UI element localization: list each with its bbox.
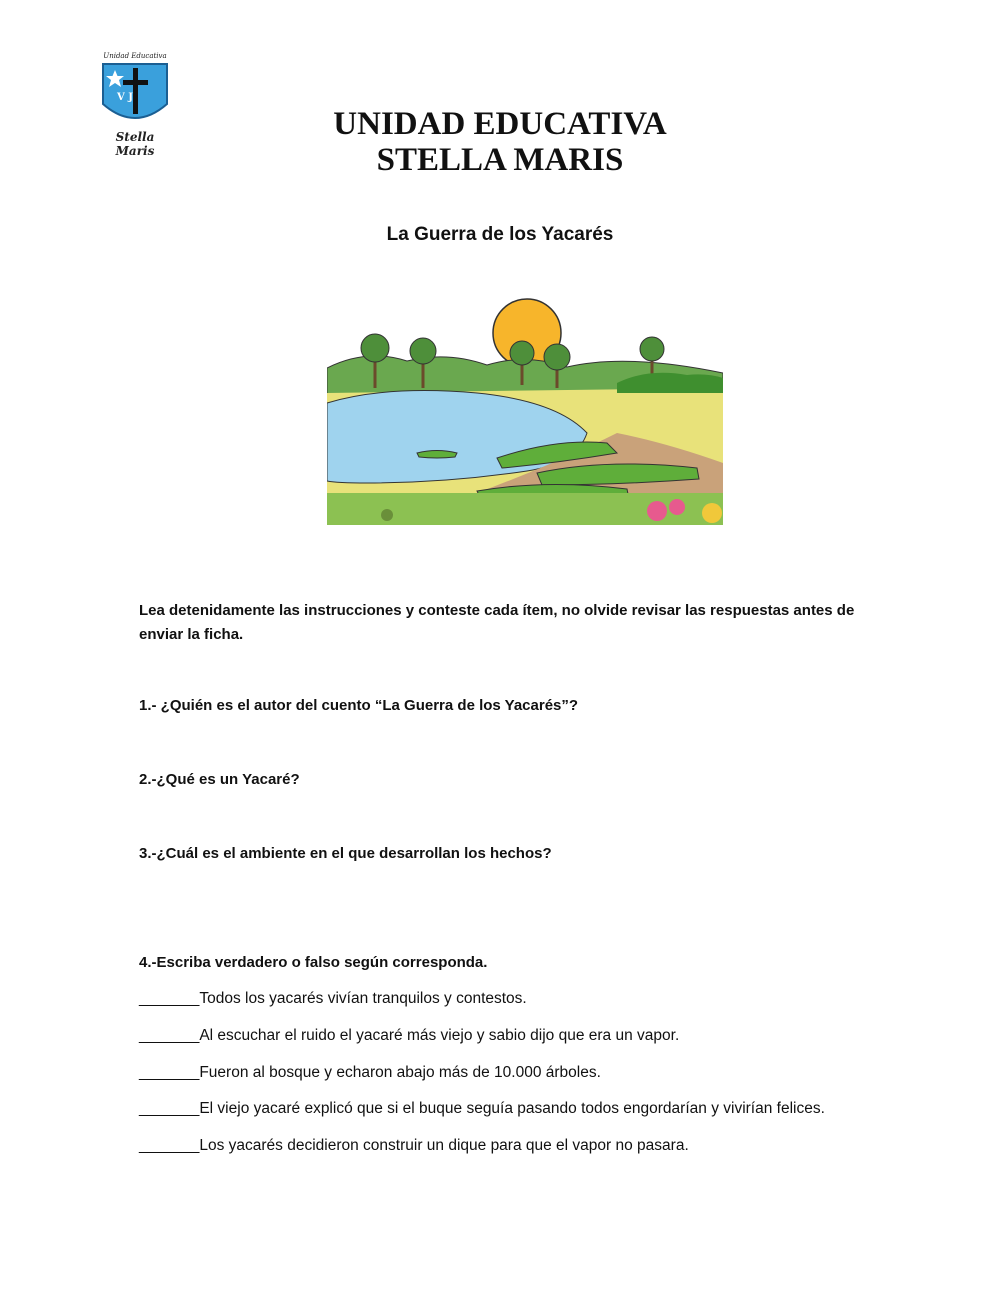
question-1: 1.- ¿Quién es el autor del cuento “La Guerra de los Yacarés”?: [139, 697, 579, 714]
true-false-item-5: _______Los yacarés decidieron construir un dique para que el vapor no pasara.: [139, 1137, 689, 1154]
lake-crocodiles-illustration: [327, 293, 723, 525]
true-false-item-3: _______Fueron al bosque y echaron abajo más de 10.000 árboles.: [139, 1064, 601, 1081]
true-false-item-2: _______Al escuchar el ruido el yacaré más viejo y sabio dijo que era un vapor.: [139, 1027, 680, 1044]
true-false-item-1: _______Todos los yacarés vivían tranquilos y contestos.: [139, 990, 527, 1007]
logo-initials: V J: [117, 92, 133, 103]
true-false-item-4: _______El viejo yacaré explicó que si el buque seguía pasando todos engordarían y vivirían felices.: [139, 1100, 825, 1117]
question-2: 2.-¿Qué es un Yacaré?: [139, 771, 300, 788]
story-title: La Guerra de los Yacarés: [386, 224, 614, 245]
logo-top-text: Unidad Educativa: [103, 52, 167, 60]
school-title-line1: UNIDAD EDUCATIVA: [333, 106, 667, 142]
instructions-text: Lea detenidamente las instrucciones y conteste cada ítem, no olvide revisar las respuestas antes de enviar la ficha.: [139, 602, 855, 643]
question-4: 4.-Escriba verdadero o falso según corresponda.: [139, 954, 488, 971]
question-3: 3.-¿Cuál es el ambiente en el que desarrollan los hechos?: [139, 845, 552, 862]
logo-bottom-text: Stella Maris: [115, 130, 155, 158]
school-title-line2: STELLA MARIS: [376, 142, 624, 178]
